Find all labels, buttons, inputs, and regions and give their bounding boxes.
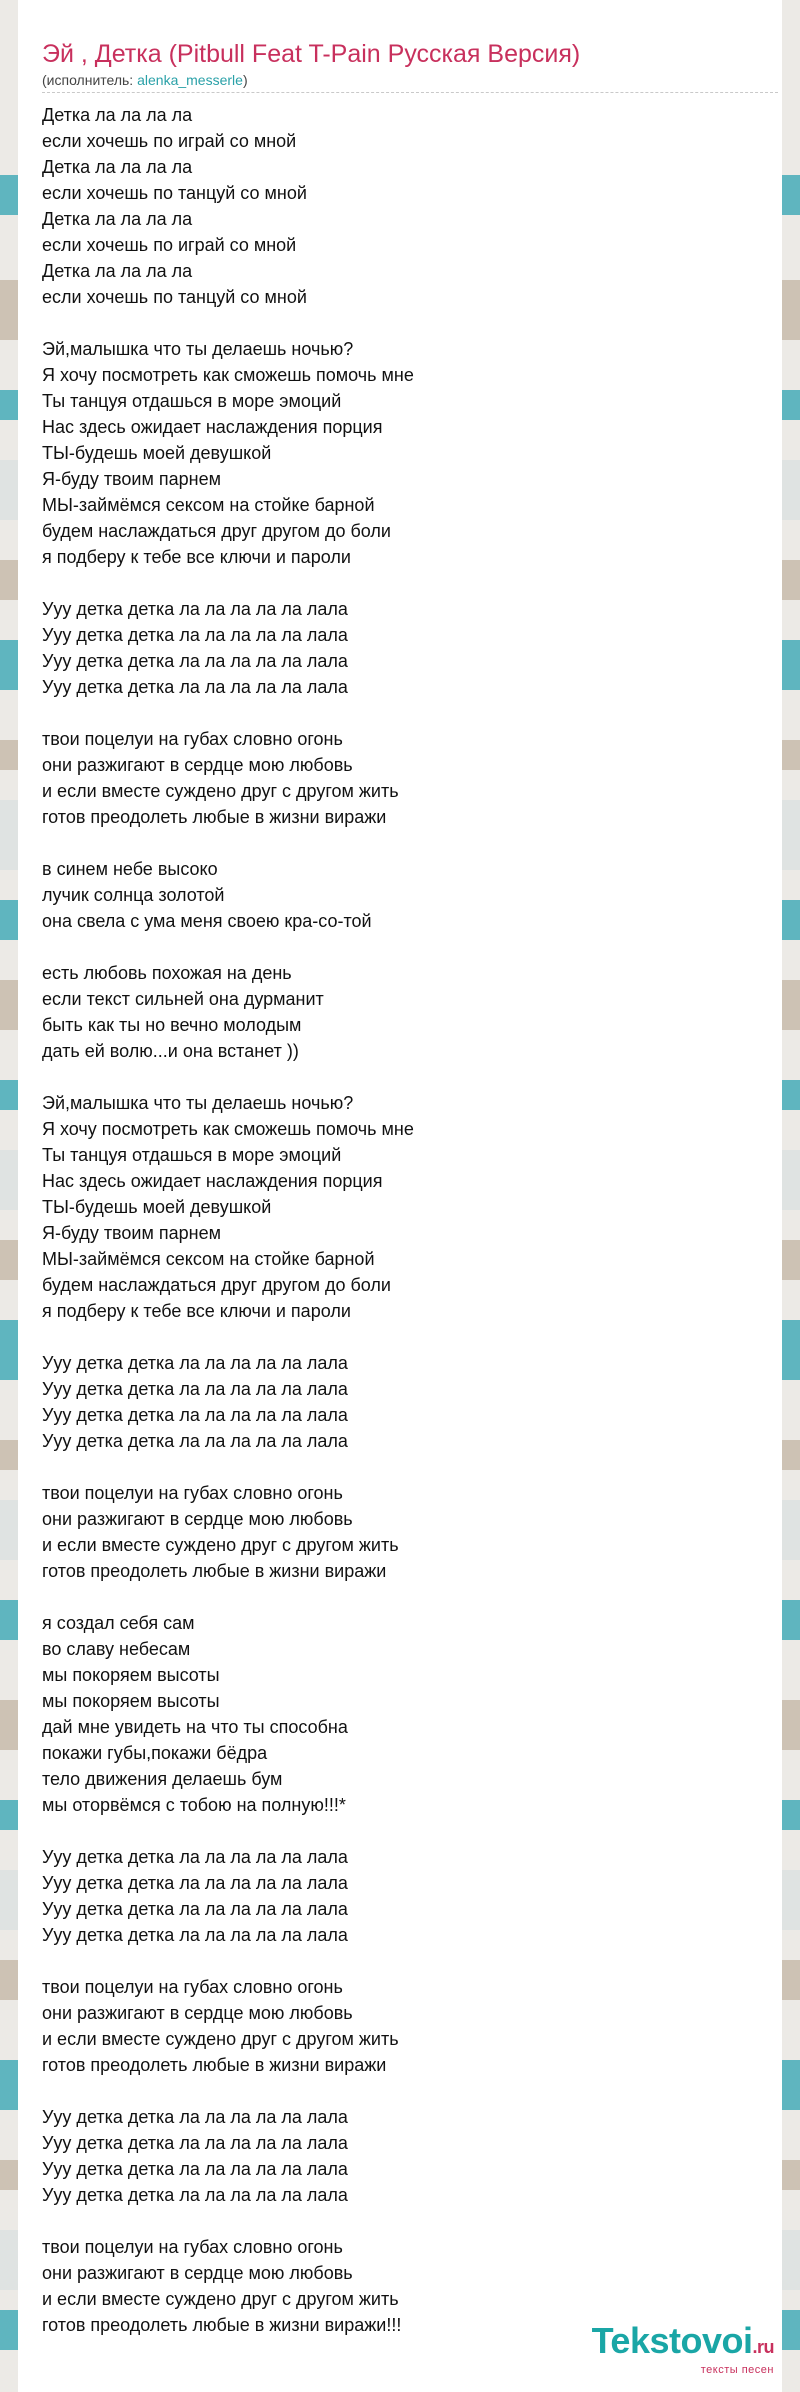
lyrics-line: ТЫ-будешь моей девушкой — [42, 443, 272, 463]
lyrics-line: готов преодолеть любые в жизни виражи — [42, 1561, 387, 1581]
lyrics-line: Нас здесь ожидает наслаждения порция — [42, 1171, 383, 1191]
lyrics-line: если хочешь по играй со мной — [42, 131, 297, 151]
lyrics-line: Ууу детка детка ла ла ла ла ла лала — [42, 651, 348, 671]
lyrics-blank-line — [42, 1584, 772, 1610]
lyrics-line: если хочешь по танцуй со мной — [42, 183, 307, 203]
lyrics-line: Ууу детка детка ла ла ла ла ла лала — [42, 1431, 348, 1451]
lyrics-line: Я-буду твоим парнем — [42, 469, 221, 489]
lyrics-line: готов преодолеть любые в жизни виражи!!! — [42, 2315, 402, 2335]
lyrics-blank-line — [42, 570, 772, 596]
lyrics-line: Детка ла ла ла ла — [42, 261, 193, 281]
logo-wordmark — [592, 2322, 774, 2366]
lyrics-line: они разжигают в сердце мою любовь — [42, 2263, 353, 2283]
lyrics-line: Ууу детка детка ла ла ла ла ла лала — [42, 1873, 348, 1893]
lyrics-line: Ууу детка детка ла ла ла ла ла лала — [42, 677, 348, 697]
lyrics-line: во славу небесам — [42, 1639, 191, 1659]
lyrics-blank-line — [42, 1064, 772, 1090]
lyrics-line: Детка ла ла ла ла — [42, 209, 193, 229]
lyrics-line: твои поцелуи на губах словно огонь — [42, 1977, 343, 1997]
lyrics-line: и если вместе суждено друг с другом жить — [42, 1535, 399, 1555]
lyrics-line: я создал себя сам — [42, 1613, 195, 1633]
lyrics-line: твои поцелуи на губах словно огонь — [42, 2237, 343, 2257]
lyrics-line: готов преодолеть любые в жизни виражи — [42, 2055, 387, 2075]
lyrics-line: Я-буду твоим парнем — [42, 1223, 221, 1243]
lyrics-line: тело движения делаешь бум — [42, 1769, 283, 1789]
lyrics-line: и если вместе суждено друг с другом жить — [42, 2289, 399, 2309]
lyrics-line: МЫ-займёмся сексом на стойке барной — [42, 1249, 375, 1269]
lyrics-line: Ууу детка детка ла ла ла ла ла лала — [42, 2133, 348, 2153]
lyrics-line: Ууу детка детка ла ла ла ла ла лала — [42, 1847, 348, 1867]
lyrics-blank-line — [42, 2078, 772, 2104]
lyrics-line: Ууу детка детка ла ла ла ла ла лала — [42, 1405, 348, 1425]
lyrics-blank-line — [42, 1948, 772, 1974]
lyrics-line: если текст сильней она дурманит — [42, 989, 324, 1009]
lyrics-line: я подберу к тебе все ключи и пароли — [42, 547, 351, 567]
lyrics-line: Я хочу посмотреть как сможешь помочь мне — [42, 365, 414, 385]
lyrics-blank-line — [42, 2208, 772, 2234]
lyrics-line: лучик солнца золотой — [42, 885, 225, 905]
performer-suffix: ) — [242, 72, 248, 88]
lyrics-line: Ууу детка детка ла ла ла ла ла лала — [42, 1899, 348, 1919]
lyrics-line: быть как ты но вечно молодым — [42, 1015, 302, 1035]
lyrics-line: если хочешь по танцуй со мной — [42, 287, 307, 307]
lyrics-line: твои поцелуи на губах словно огонь — [42, 1483, 343, 1503]
lyrics-line: Я хочу посмотреть как сможешь помочь мне — [42, 1119, 414, 1139]
lyrics-line: МЫ-займёмся сексом на стойке барной — [42, 495, 375, 515]
lyrics-blank-line — [42, 310, 772, 336]
lyrics-line: Ууу детка детка ла ла ла ла ла лала — [42, 625, 348, 645]
lyrics-line: мы покоряем высоты — [42, 1691, 220, 1711]
lyrics-line: Ууу детка детка ла ла ла ла ла лала — [42, 2185, 348, 2205]
divider — [42, 92, 778, 93]
lyrics-blank-line — [42, 1454, 772, 1480]
lyrics-card — [18, 0, 782, 2392]
lyrics-line: дай мне увидеть на что ты способна — [42, 1717, 348, 1737]
lyrics-line: Нас здесь ожидает наслаждения порция — [42, 417, 383, 437]
lyrics-line: они разжигают в сердце мою любовь — [42, 1509, 353, 1529]
lyrics-line: покажи губы,покажи бёдра — [42, 1743, 268, 1763]
lyrics-line: я подберу к тебе все ключи и пароли — [42, 1301, 351, 1321]
lyrics-line: дать ей волю...и она встанет )) — [42, 1041, 299, 1061]
lyrics-line: Ууу детка детка ла ла ла ла ла лала — [42, 599, 348, 619]
lyrics-blank-line — [42, 700, 772, 726]
lyrics-line: ТЫ-будешь моей девушкой — [42, 1197, 272, 1217]
lyrics-blank-line — [42, 1324, 772, 1350]
lyrics-line: и если вместе суждено друг с другом жить — [42, 781, 399, 801]
lyrics-line: Ууу детка детка ла ла ла ла ла лала — [42, 1353, 348, 1373]
song-title: Эй , Детка (Pitbull Feat T-Pain Русская Версия) — [42, 40, 581, 68]
lyrics-line: и если вместе суждено друг с другом жить — [42, 2029, 399, 2049]
lyrics-line: Детка ла ла ла ла — [42, 105, 193, 125]
lyrics-line: Эй,малышка что ты делаешь ночью? — [42, 339, 354, 359]
lyrics-line: мы покоряем высоты — [42, 1665, 220, 1685]
lyrics-line: мы оторвёмся с тобою на полную!!!* — [42, 1795, 346, 1815]
lyrics-blank-line — [42, 830, 772, 856]
lyrics-line: есть любовь похожая на день — [42, 963, 292, 983]
lyrics-line: твои поцелуи на губах словно огонь — [42, 729, 343, 749]
lyrics-line: Эй,малышка что ты делаешь ночью? — [42, 1093, 354, 1113]
logo-name: Tekstovoi — [591, 2320, 753, 2361]
lyrics-line: Ууу детка детка ла ла ла ла ла лала — [42, 1379, 348, 1399]
performer-link[interactable]: alenka_messerle — [137, 72, 243, 88]
lyrics-blank-line — [42, 934, 772, 960]
lyrics-line: Ууу детка детка ла ла ла ла ла лала — [42, 2159, 348, 2179]
logo-tld: .ru — [752, 2337, 774, 2357]
lyrics-line: Ууу детка детка ла ла ла ла ла лала — [42, 2107, 348, 2127]
lyrics-line: она свела с ума меня своею кра-со-той — [42, 911, 372, 931]
lyrics-text — [42, 102, 772, 2338]
lyrics-line: Ууу детка детка ла ла ла ла ла лала — [42, 1925, 348, 1945]
lyrics-line: готов преодолеть любые в жизни виражи — [42, 807, 387, 827]
performer-line — [42, 72, 248, 88]
lyrics-line: они разжигают в сердце мою любовь — [42, 755, 353, 775]
lyrics-line: Детка ла ла ла ла — [42, 157, 193, 177]
lyrics-line: в синем небе высоко — [42, 859, 218, 879]
logo-tagline: тексты песен — [700, 2364, 774, 2376]
performer-prefix: (исполнитель: — [42, 72, 138, 88]
lyrics-blank-line — [42, 1818, 772, 1844]
lyrics-line: если хочешь по играй со мной — [42, 235, 297, 255]
lyrics-line: Ты танцуя отдашься в море эмоций — [42, 391, 342, 411]
lyrics-line: будем наслаждаться друг другом до боли — [42, 1275, 391, 1295]
site-logo[interactable] — [592, 2322, 774, 2376]
lyrics-line: Ты танцуя отдашься в море эмоций — [42, 1145, 342, 1165]
lyrics-line: они разжигают в сердце мою любовь — [42, 2003, 353, 2023]
lyrics-line: будем наслаждаться друг другом до боли — [42, 521, 391, 541]
